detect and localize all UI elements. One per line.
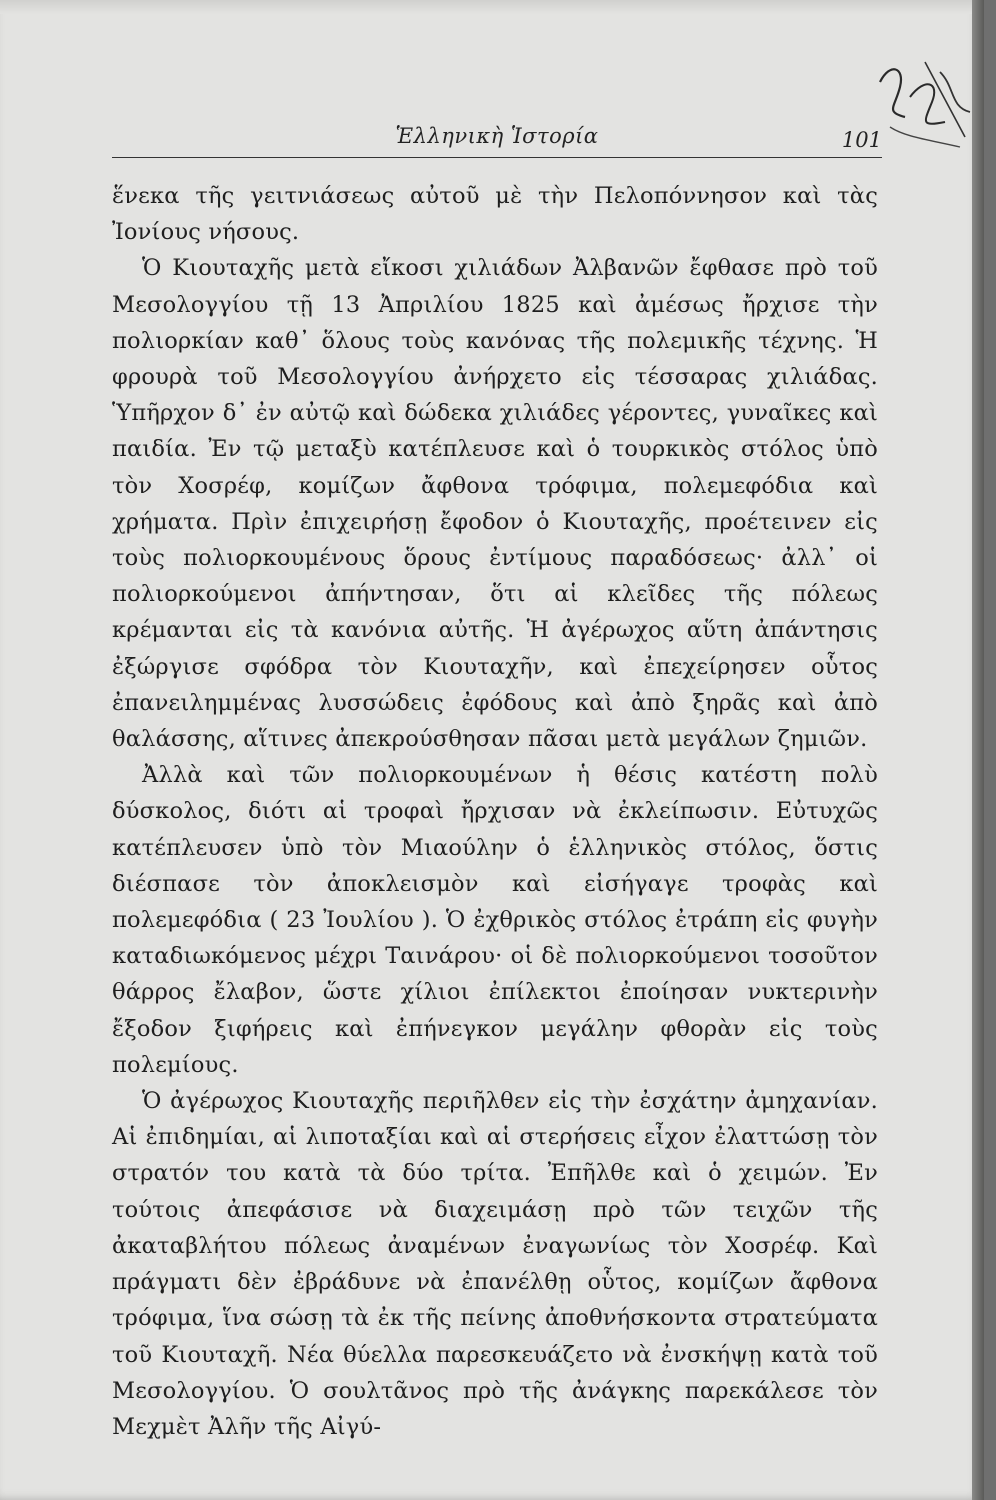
paragraph-1: ἕνεκα τῆς γειτνιάσεως αὐτοῦ μὲ τὴν Πελοπόννησον καὶ τὰς Ἰονίους νήσους. <box>112 183 878 246</box>
running-header <box>112 124 882 156</box>
header-rule <box>112 157 882 158</box>
paragraph-4: Ὁ ἀγέρωχος Κιουταχῆς περιῆλθεν εἰς τὴν ἐσχάτην ἀμηχανίαν. Αἱ ἐπιδημίαι, αἱ λιποταξίαι καὶ αἱ στερήσεις εἶχον ἐλαττώσῃ τὸν στρατόν του κατὰ τὰ δύο τρίτα. Ἐπῆλθε καὶ ὁ χειμών. Ἐν τούτοις ἀπεφάσισε νὰ διαχειμάσῃ πρὸ τῶν τειχῶν τῆς ἀκαταβλήτου πόλεως ἀναμένων ἐναγωνίως τὸν Χοσρέφ. Καὶ πράγματι δὲν ἐβράδυνε νὰ ἐπανέλθῃ οὗτος, κομίζων ἄφθονα τρόφιμα, ἵνα σώσῃ τὰ ἐκ τῆς πείνης ἀποθνήσκοντα στρατεύματα τοῦ Κιουταχῆ. Νέα θύελλα παρεσκευάζετο νὰ ἐνσκήψῃ κατὰ τοῦ Μεσολογγίου. Ὁ σουλτᾶνος πρὸ τῆς ἀνάγκης παρεκάλεσε τὸν Μεχμὲτ Ἀλῆν τῆς Αἰγύ- <box>112 1088 878 1440</box>
page-number: 101 <box>841 128 882 152</box>
page-top-edge <box>0 0 984 14</box>
paragraph-2: Ὁ Κιουταχῆς μετὰ εἴκοσι χιλιάδων Ἀλβανῶν ἔφθασε πρὸ τοῦ Μεσολογγίου τῇ 13 Ἀπριλίου 1825 καὶ ἀμέσως ἤρχισε τὴν πολιορκίαν καθ᾽ ὅλους τοὺς κανόνας τῆς πολεμικῆς τέχνης. Ἡ φρουρὰ τοῦ Μεσολογγίου ἀνήρχετο εἰς τέσσαρας χιλιάδας. Ὑπῆρχον δ᾽ ἐν αὐτῷ καὶ δώδεκα χιλιάδες γέροντες, γυναῖκες καὶ παιδία. Ἐν τῷ μεταξὺ κατέπλευσε καὶ ὁ τουρκικὸς στόλος ὑπὸ τὸν Χοσρέφ, κομίζων ἄφθονα τρόφιμα, πολεμεφόδια καὶ χρήματα. Πρὶν ἐπιχειρήσῃ ἔφοδον ὁ Κιουταχῆς, προέτεινεν εἰς τοὺς πολιορκουμένους ὅρους ἐντίμους παραδόσεως· ἀλλ᾽ οἱ πολιορκούμενοι ἀπήντησαν, ὅτι αἱ κλεῖδες τῆς πόλεως κρέμανται εἰς τὰ κανόνια αὐτῆς. Ἡ ἀγέρωχος αὕτη ἀπάντησις ἐξώργισε σφόδρα τὸν Κιουταχῆν, καὶ ἐπεχείρησεν οὗτος ἐπανειλημμένας λυσσώδεις ἐφόδους καὶ ἀπὸ ξηρᾶς καὶ ἀπὸ θαλάσσης, αἵτινες ἀπεκρούσθησαν πᾶσαι μετὰ μεγάλων ζημιῶν. <box>112 255 878 753</box>
handwritten-scribble-mark <box>870 42 980 152</box>
paragraph-3: Ἀλλὰ καὶ τῶν πολιορκουμένων ἡ θέσις κατέστη πολὺ δύσκολος, διότι αἱ τροφαὶ ἤρχισαν νὰ ἐκλείπωσιν. Εὐτυχῶς κατέπλευσεν ὑπὸ τὸν Μιαούλην ὁ ἑλληνικὸς στόλος, ὅστις διέσπασε τὸν ἀποκλεισμὸν καὶ εἰσήγαγε τροφὰς καὶ πολεμεφόδια ( 23 Ἰουλίου ). Ὁ ἐχθρικὸς στόλος ἐτράπη εἰς φυγὴν καταδιωκόμενος μέχρι Ταινάρου· οἱ δὲ πολιορκούμενοι τοσοῦτον θάρρος ἔλαβον, ὥστε χίλιοι ἐπίλεκτοι ἐποίησαν νυκτερινὴν ἔξοδον ξιφήρεις καὶ ἐπήνεγκον μεγάλην φθορὰν εἰς τοὺς πολεμίους. <box>112 762 878 1078</box>
body-text <box>112 178 878 1445</box>
page-right-edge <box>972 0 984 1500</box>
running-title: Ἑλληνικὴ Ἱστορία <box>395 124 599 148</box>
